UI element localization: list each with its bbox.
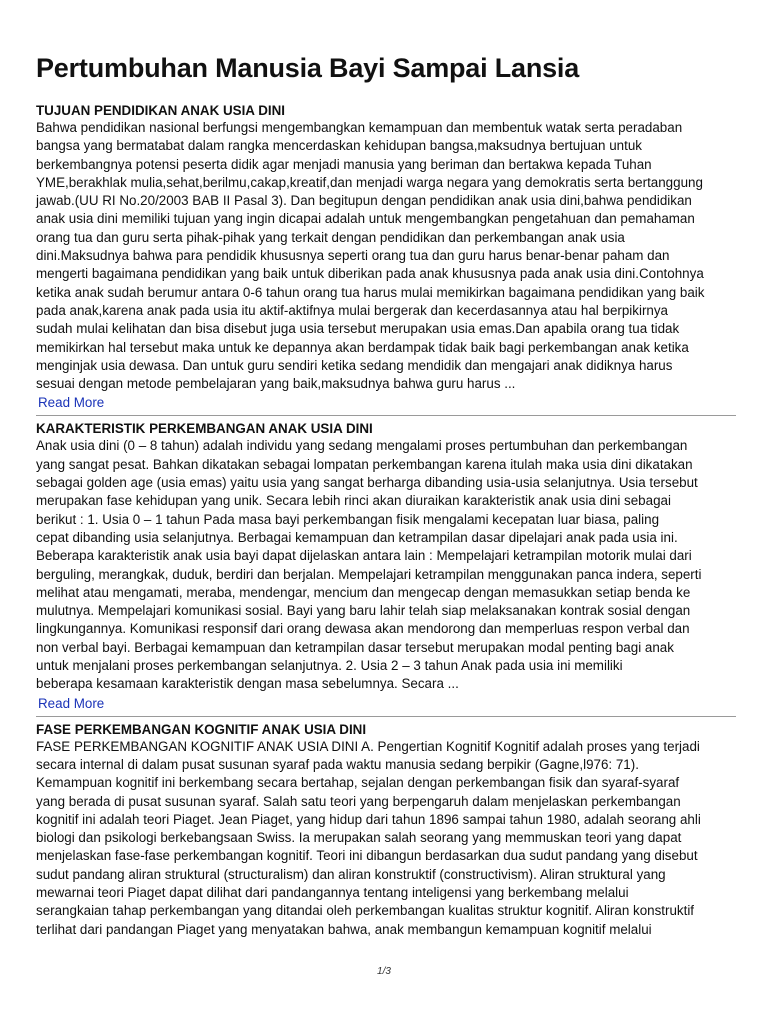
section-body: Anak usia dini (0 – 8 tahun) adalah individu yang sedang mengalami proses pertumbuhan dan perkembangan yang sangat pesat. Bahkan dikatakan sebagai lompatan perkembangan karena itulah maka usia dini dikatakan sebagai golden age (usia emas) yaitu usia yang sangat berharga dibanding usia-usia selanjutnya. Usia tersebut merupakan fase kehidupan yang unik. Secara lebih rinci akan diuraikan karakteristik anak usia dini sebagai berikut : 1. Usia 0 – 1 tahun Pada masa bayi perkembangan fisik mengalami kecepatan luar biasa, paling cepat dibanding usia selanjutnya. Berbagai kemampuan dan ketrampilan dasar dipelajari anak pada usia ini. Beberapa karakteristik anak usia bayi dapat dijelaskan antara lain : Mempelajari ketrampilan motorik mulai dari berguling, merangkak, duduk, berdiri dan berjalan. Mempelajari ketrampilan menggunakan panca indera, seperti melihat atau mengamati, meraba, mendengar, mencium dan mengecap dengan memasukkan setiap benda ke mulutnya. Mempelajari komunikasi sosial. Bayi yang baru lahir telah siap melaksanakan kontrak sosial dengan lingkungannya. Komunikasi responsif dari orang dewasa akan mendorong dan memperluas respon verbal dan non verbal bayi. Berbagai kemampuan dan ketrampilan dasar tersebut merupakan modal penting bagi anak untuk menjalani proses perkembangan selanjutnya. 2. Usia 2 – 3 tahun Anak pada usia ini memiliki beberapa kesamaan karakteristik dengan masa sebelumnya. Secara ... xyxy=(36,438,702,692)
section-heading: FASE PERKEMBANGAN KOGNITIF ANAK USIA DINI xyxy=(36,721,367,737)
section-body: Bahwa pendidikan nasional berfungsi mengembangkan kemampuan dan membentuk watak serta peradaban bangsa yang bermatabat dalam rangka mencerdaskan kehidupan bangsa,maksudnya bertujuan untuk berkembangnya potensi peserta didik agar menjadi manusia yang beriman dan bertakwa kepada Tuhan YME,berakhlak mulia,sehat,berilmu,cakap,kreatif,dan menjadi warga negara yang demokratis serta bertanggung jawab.(UU RI No.20/2003 BAB II Pasal 3). Dan begitupun dengan pendidikan anak usia dini,bahwa pendidikan anak usia dini memiliki tujuan yang ingin dicapai adalah untuk mengembangkan pengetahuan dan pemahaman orang tua dan guru serta pihak-pihak yang terkait dengan pendidikan dan perkembangan anak usia dini.Maksudnya bahwa para pendidik khususnya seperti orang tua dan guru harus benar-benar paham dan mengerti bagaimana pendidikan yang baik untuk diberikan pada anak khususnya pada anak usia dini.Contohnya ketika anak sudah berumur antara 0-6 tahun orang tua harus mulai memikirkan bagaimana pendidikan yang baik pada anak,karena anak pada usia itu aktif-aktifnya mulai bergerak dan kecerdasannya atau hal berpikirnya sudah mulai kelihatan dan bisa disebut juga usia tersebut merupakan usia emas.Dan apabila orang tua tidak memikirkan hal tersebut maka untuk ke depannya akan berdampak tidak baik bagi perkembangan anak ketika menginjak usia dewasa. Dan untuk guru sendiri ketika sedang mendidik dan mengajari anak didiknya harus sesuai dengan metode pembelajaran yang baik,maksudnya bahwa guru harus ... xyxy=(36,120,705,392)
page-title: Pertumbuhan Manusia Bayi Sampai Lansia xyxy=(36,53,580,83)
section-body: FASE PERKEMBANGAN KOGNITIF ANAK USIA DINI A. Pengertian Kognitif Kognitif adalah proses yang terjadi secara internal di dalam pusat susunan syaraf pada waktu manusia sedang berpikir (Gagne,l976: 71). Kemampuan kognitif ini berkembang secara bertahap, sejalan dengan perkembangan fisik dan syaraf-syaraf yang berada di pusat susunan syaraf. Salah satu teori yang berpengaruh dalam menjelaskan perkembangan kognitif ini adalah teori Piaget. Jean Piaget, yang hidup dari tahun 1896 sampai tahun 1980, adalah seorang ahli biologi dan psikologi berkebangsaan Swiss. Ia merupakan salah seorang yang memmuskan teori yang dapat menjelaskan fase-fase perkembangan kognitif. Teori ini dibangun berdasarkan dua sudut pandang yang disebut sudut pandang aliran struktural (structuralism) dan aliran konstruktif (constructivism). Aliran struktural yang mewarnai teori Piaget dapat dilihat dari pandangannya tentang inteligensi yang berkembang melalui serangkaian tahap perkembangan yang ditandai oleh perkembangan kualitas struktur kognitif. Aliran konstruktif terlihat dari pandangan Piaget yang menyatakan bahwa, anak membangun kemampuan kognitif melalui xyxy=(36,738,701,937)
document-page xyxy=(36,50,736,939)
section-heading: KARAKTERISTIK PERKEMBANGAN ANAK USIA DINI xyxy=(36,421,373,437)
section-fase-kognitif xyxy=(36,721,736,939)
section-karakteristik xyxy=(36,420,736,712)
section-tujuan xyxy=(36,102,736,412)
section-heading: TUJUAN PENDIDIKAN ANAK USIA DINI xyxy=(36,103,285,118)
read-more-link[interactable]: Read More xyxy=(38,395,105,411)
read-more-link[interactable]: Read More xyxy=(38,695,105,711)
page-number: 1/3 xyxy=(377,966,391,977)
section-divider xyxy=(36,716,736,717)
section-divider xyxy=(36,415,736,416)
